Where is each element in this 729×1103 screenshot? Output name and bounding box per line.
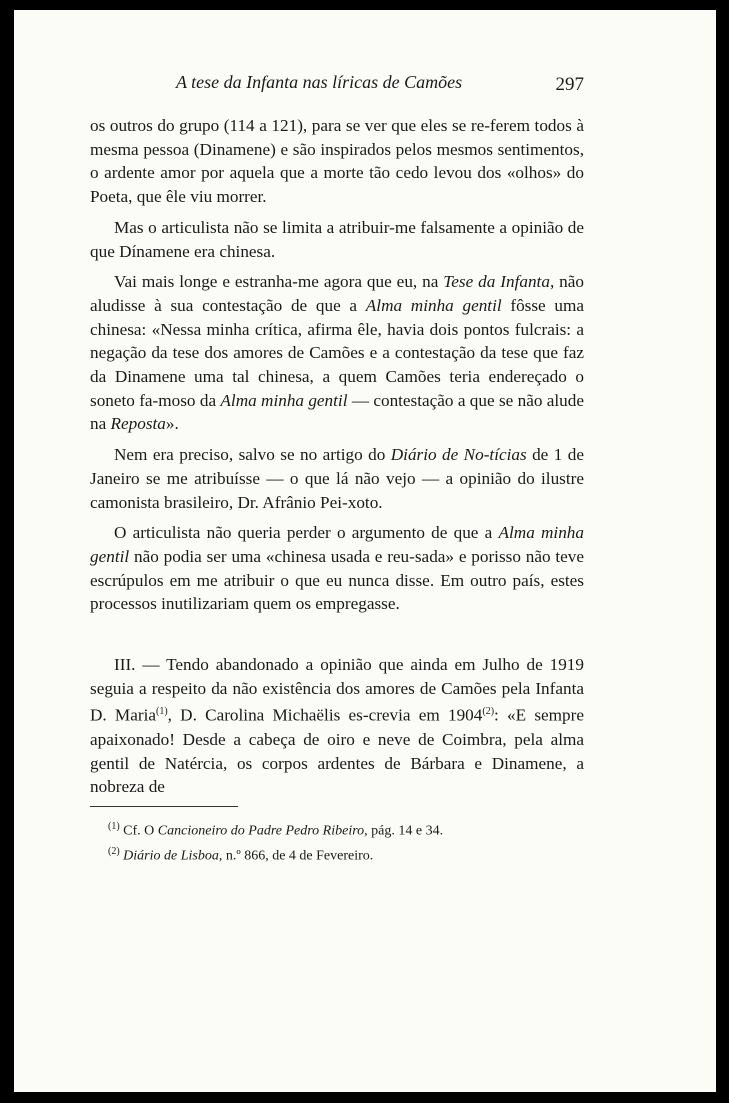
page-header [90,72,584,104]
section-break [90,623,584,653]
text-run: , pág. 14 e 34. [364,823,444,839]
text-run: , D. Carolina Michaëlis es-crevia em 1904 [167,706,483,726]
italic-text: Reposta [110,414,166,434]
italic-text: Alma minha gentil [365,295,502,315]
paragraph [90,114,584,209]
footnote-marker: (1) [108,821,120,833]
paragraph [90,443,584,514]
footnote-marker: (2) [108,845,120,857]
italic-text: Tese da Infanta [443,272,550,292]
text-run: : «E sempre apaixonado! Desde a cabeça de oiro e neve de Coimbra, pela alma gentil de Natércia, os corpos ardentes de Bárbara e Dinamene, a nobreza de [90,706,584,797]
footnote [90,842,584,867]
text-run: , n.º 866, de 4 de Fevereiro. [218,848,374,864]
italic-text: Alma minha gentil [220,390,348,410]
footnote [90,817,584,842]
text-run: ». [165,414,179,434]
paragraph [90,521,584,616]
text-run: de 1 de Janeiro se me atribuísse — o que lá não vejo — a opinião do ilustre camonista brasileiro, Dr. Afrânio Pei-xoto. [90,445,584,512]
text-run: os outros do grupo (114 a 121), para se ver que eles se re-ferem todos à mesma pessoa (Dinamene) e são inspirados pelos mesmos sentimentos, o ardente amor por aquela que a morte tão cedo levou dos «olhos» do Poeta, que êle viu morrer. [90,116,584,207]
text-run: Mas o articulista não se limita a atribuir-me falsamente a opinião de que Dínamene era chinesa. [90,217,584,261]
text-run: O articulista não queria perder o argumento de que a [114,523,499,543]
page-number: 297 [555,74,584,95]
text-run: Nem era preciso, salvo se no artigo do [114,445,391,465]
text-run: III. — Tendo abandonado a opinião que ainda em Julho de 1919 seguia a respeito da não existência dos amores de Camões pela Infanta D. Maria [90,655,584,726]
text-run: Vai mais longe e estranha-me agora que eu, na [114,272,444,292]
page-content [90,72,584,866]
footnote-marker: (1) [155,706,168,718]
running-title: A tese da Infanta nas líricas de Camões [176,72,463,92]
paragraph [90,270,584,436]
paragraph [90,653,584,799]
footnote-rule [90,806,238,807]
text-run: , não aludisse à sua contestação de que a [90,272,584,315]
body-text [90,114,584,799]
italic-text: Diário de Lisboa [123,848,219,864]
footnotes [90,817,584,866]
text-run: — contestação a que se não alude na [90,390,584,434]
footnote-marker: (2) [482,706,495,718]
text-run: não podia ser uma «chinesa usada e reu-sada» e porisso não teve escrúpulos em me atribuir o que eu nunca disse. Em outro país, estes processos inutilizariam quem os empregasse. [90,546,584,614]
book-page [14,10,716,1092]
italic-text: Cancioneiro do Padre Pedro Ribeiro [157,823,365,839]
italic-text: Diário de No-tícias [390,445,527,465]
text-run: fôsse uma chinesa: «Nessa minha crítica, afirma êle, havia dois pontos fulcrais: a negação da tese dos amores de Camões e a contestação da tese que faz da Dinamene uma tal chinesa, a quem Camões teria endereçado o soneto fa-moso da [90,295,584,410]
paragraph [90,216,584,263]
text-run: Cf. O [119,823,158,839]
italic-text: Alma minha gentil [90,523,584,566]
